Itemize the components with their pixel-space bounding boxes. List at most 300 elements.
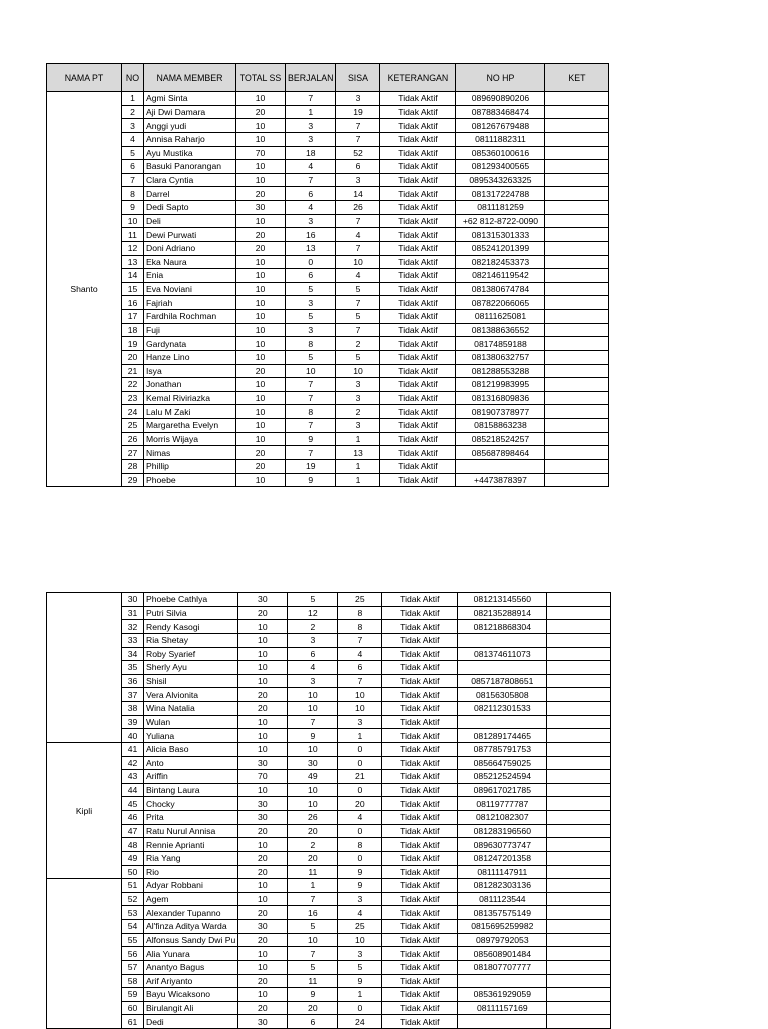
nama-member-cell: Basuki Panorangan (144, 160, 236, 174)
total-ss-cell: 10 (238, 988, 288, 1002)
no-hp-cell: 08111147911 (458, 865, 547, 879)
no-hp-cell: 081807707777 (458, 960, 547, 974)
keterangan-cell: Tidak Aktif (382, 1015, 458, 1029)
no-hp-cell: 081218868304 (458, 620, 547, 634)
no-cell: 5 (122, 146, 144, 160)
no-cell: 50 (122, 865, 144, 879)
total-ss-cell: 30 (238, 1015, 288, 1029)
keterangan-cell: Tidak Aktif (380, 419, 456, 433)
berjalan-cell: 16 (288, 906, 338, 920)
no-cell: 59 (122, 988, 144, 1002)
ket-cell (545, 459, 609, 473)
ket-cell (545, 105, 609, 119)
table-row (47, 391, 609, 405)
no-cell: 13 (122, 255, 144, 269)
nama-member-cell: Gardynata (144, 337, 236, 351)
table-row (47, 432, 609, 446)
no-hp-cell: 085608901484 (458, 947, 547, 961)
berjalan-cell: 4 (288, 661, 338, 675)
berjalan-cell: 3 (286, 296, 336, 310)
keterangan-cell: Tidak Aktif (382, 606, 458, 620)
nama-member-cell: Nimas (144, 446, 236, 460)
nama-member-cell: Shisil (144, 674, 238, 688)
berjalan-cell: 10 (288, 783, 338, 797)
nama-member-cell: Fajriah (144, 296, 236, 310)
no-hp-cell: +62 812-8722-0090 (456, 214, 545, 228)
no-cell: 23 (122, 391, 144, 405)
no-hp-cell: 087883468474 (456, 105, 545, 119)
table-row (47, 947, 611, 961)
nama-pt-cell (47, 593, 122, 743)
no-hp-cell: 085212524594 (458, 770, 547, 784)
ket-cell (547, 674, 611, 688)
berjalan-cell: 30 (288, 756, 338, 770)
keterangan-cell: Tidak Aktif (382, 811, 458, 825)
table-row (47, 797, 611, 811)
no-cell: 10 (122, 214, 144, 228)
no-hp-cell: 081315301333 (456, 228, 545, 242)
sisa-cell: 3 (338, 892, 382, 906)
nama-member-cell: Alfonsus Sandy Dwi Pu (144, 933, 238, 947)
table-row (47, 228, 609, 242)
header-total-ss: TOTAL SS (236, 64, 286, 92)
ket-cell (545, 446, 609, 460)
berjalan-cell: 9 (288, 988, 338, 1002)
nama-member-cell: Phoebe (144, 473, 236, 487)
total-ss-cell: 10 (238, 620, 288, 634)
ket-cell (547, 715, 611, 729)
berjalan-cell: 6 (288, 647, 338, 661)
no-cell: 11 (122, 228, 144, 242)
sisa-cell: 7 (336, 323, 380, 337)
table-row (47, 620, 611, 634)
total-ss-cell: 30 (238, 811, 288, 825)
no-cell: 8 (122, 187, 144, 201)
berjalan-cell: 6 (288, 1015, 338, 1029)
table-row (47, 851, 611, 865)
table-row (47, 865, 611, 879)
table-row (47, 633, 611, 647)
ket-cell (547, 633, 611, 647)
berjalan-cell: 13 (286, 241, 336, 255)
header-no-hp: NO HP (456, 64, 545, 92)
nama-member-cell: Isya (144, 364, 236, 378)
nama-member-cell: Dedi Sapto (144, 201, 236, 215)
keterangan-cell: Tidak Aktif (380, 187, 456, 201)
total-ss-cell: 10 (236, 173, 286, 187)
total-ss-cell: 10 (238, 647, 288, 661)
nama-member-cell: Wina Natalia (144, 702, 238, 716)
total-ss-cell: 10 (236, 296, 286, 310)
no-cell: 32 (122, 620, 144, 634)
table-row (47, 105, 609, 119)
sisa-cell: 3 (336, 419, 380, 433)
berjalan-cell: 9 (286, 473, 336, 487)
sisa-cell: 13 (336, 446, 380, 460)
table-row (47, 310, 609, 324)
table-row (47, 702, 611, 716)
table-row (47, 906, 611, 920)
keterangan-cell: Tidak Aktif (382, 920, 458, 934)
no-hp-cell: 0811123544 (458, 892, 547, 906)
berjalan-cell: 3 (286, 214, 336, 228)
berjalan-cell: 7 (286, 446, 336, 460)
header-sisa: SISA (336, 64, 380, 92)
no-hp-cell: 0815695259982 (458, 920, 547, 934)
berjalan-cell: 10 (288, 702, 338, 716)
nama-pt-cell: Shanto (47, 92, 122, 487)
no-hp-cell: 082146119542 (456, 269, 545, 283)
sisa-cell: 24 (338, 1015, 382, 1029)
keterangan-cell: Tidak Aktif (380, 241, 456, 255)
sisa-cell: 10 (338, 688, 382, 702)
table-row (47, 1015, 611, 1029)
berjalan-cell: 4 (286, 201, 336, 215)
nama-member-cell: Phoebe Cathlya (144, 593, 238, 607)
sisa-cell: 5 (336, 310, 380, 324)
sisa-cell: 3 (336, 92, 380, 106)
no-hp-cell: 08174859188 (456, 337, 545, 351)
berjalan-cell: 6 (286, 187, 336, 201)
total-ss-cell: 70 (236, 146, 286, 160)
total-ss-cell: 10 (236, 132, 286, 146)
keterangan-cell: Tidak Aktif (382, 783, 458, 797)
table-row (47, 459, 609, 473)
sisa-cell: 0 (338, 1001, 382, 1015)
berjalan-cell: 5 (286, 310, 336, 324)
keterangan-cell: Tidak Aktif (380, 364, 456, 378)
no-hp-cell: 0857187808651 (458, 674, 547, 688)
berjalan-cell: 9 (286, 432, 336, 446)
sisa-cell: 3 (336, 378, 380, 392)
nama-member-cell: Alicia Baso (144, 742, 238, 756)
keterangan-cell: Tidak Aktif (380, 255, 456, 269)
ket-cell (547, 988, 611, 1002)
total-ss-cell: 10 (238, 729, 288, 743)
keterangan-cell: Tidak Aktif (380, 146, 456, 160)
nama-member-cell: Rio (144, 865, 238, 879)
table-row (47, 756, 611, 770)
keterangan-cell: Tidak Aktif (380, 282, 456, 296)
no-cell: 54 (122, 920, 144, 934)
table-row (47, 201, 609, 215)
no-hp-cell (458, 661, 547, 675)
total-ss-cell: 10 (236, 350, 286, 364)
no-cell: 22 (122, 378, 144, 392)
ket-cell (545, 228, 609, 242)
no-cell: 15 (122, 282, 144, 296)
nama-member-cell: Agmi Sinta (144, 92, 236, 106)
nama-member-cell: Dedi (144, 1015, 238, 1029)
no-cell: 3 (122, 119, 144, 133)
ket-cell (545, 350, 609, 364)
total-ss-cell: 20 (236, 364, 286, 378)
ket-cell (547, 879, 611, 893)
keterangan-cell: Tidak Aktif (380, 296, 456, 310)
no-cell: 33 (122, 633, 144, 647)
keterangan-cell: Tidak Aktif (382, 742, 458, 756)
ket-cell (547, 892, 611, 906)
total-ss-cell: 10 (238, 838, 288, 852)
keterangan-cell: Tidak Aktif (382, 702, 458, 716)
ket-cell (547, 647, 611, 661)
no-hp-cell: 081247201358 (458, 851, 547, 865)
no-hp-cell: 087785791753 (458, 742, 547, 756)
keterangan-cell: Tidak Aktif (380, 459, 456, 473)
keterangan-cell: Tidak Aktif (382, 674, 458, 688)
nama-member-cell: Enia (144, 269, 236, 283)
sisa-cell: 4 (336, 228, 380, 242)
keterangan-cell: Tidak Aktif (380, 405, 456, 419)
no-cell: 56 (122, 947, 144, 961)
nama-member-cell: Fuji (144, 323, 236, 337)
total-ss-cell: 30 (238, 593, 288, 607)
keterangan-cell: Tidak Aktif (382, 851, 458, 865)
sisa-cell: 3 (338, 715, 382, 729)
no-hp-cell (458, 633, 547, 647)
ket-cell (547, 824, 611, 838)
no-hp-cell: 087822066065 (456, 296, 545, 310)
total-ss-cell: 10 (236, 378, 286, 392)
sisa-cell: 4 (336, 269, 380, 283)
ket-cell (545, 92, 609, 106)
sisa-cell: 0 (338, 851, 382, 865)
no-cell: 14 (122, 269, 144, 283)
no-hp-cell: 081388636552 (456, 323, 545, 337)
sisa-cell: 9 (338, 974, 382, 988)
nama-pt-cell (47, 879, 122, 1029)
ket-cell (547, 593, 611, 607)
no-hp-cell: 081289174465 (458, 729, 547, 743)
ket-cell (545, 132, 609, 146)
table-row (47, 132, 609, 146)
nama-member-cell: Fardhila Rochman (144, 310, 236, 324)
total-ss-cell: 10 (238, 674, 288, 688)
ket-cell (545, 201, 609, 215)
ket-cell (547, 729, 611, 743)
keterangan-cell: Tidak Aktif (380, 350, 456, 364)
nama-member-cell: Alexander Tupanno (144, 906, 238, 920)
no-cell: 46 (122, 811, 144, 825)
table-row (47, 269, 609, 283)
berjalan-cell: 5 (286, 350, 336, 364)
sisa-cell: 21 (338, 770, 382, 784)
total-ss-cell: 20 (238, 1001, 288, 1015)
keterangan-cell: Tidak Aktif (380, 432, 456, 446)
total-ss-cell: 10 (236, 391, 286, 405)
no-cell: 41 (122, 742, 144, 756)
sisa-cell: 10 (336, 364, 380, 378)
no-cell: 25 (122, 419, 144, 433)
berjalan-cell: 20 (288, 851, 338, 865)
berjalan-cell: 3 (288, 674, 338, 688)
nama-member-cell: Ria Shetay (144, 633, 238, 647)
total-ss-cell: 10 (238, 661, 288, 675)
no-hp-cell: 081219983995 (456, 378, 545, 392)
no-cell: 21 (122, 364, 144, 378)
no-cell: 57 (122, 960, 144, 974)
ket-cell (547, 770, 611, 784)
sisa-cell: 7 (338, 674, 382, 688)
berjalan-cell: 10 (288, 688, 338, 702)
ket-cell (545, 255, 609, 269)
ket-cell (545, 146, 609, 160)
header-row (47, 64, 609, 92)
keterangan-cell: Tidak Aktif (382, 756, 458, 770)
keterangan-cell: Tidak Aktif (380, 132, 456, 146)
nama-member-cell: Clara Cyntia (144, 173, 236, 187)
keterangan-cell: Tidak Aktif (382, 797, 458, 811)
total-ss-cell: 10 (236, 160, 286, 174)
table-row (47, 838, 611, 852)
table-row (47, 296, 609, 310)
table-row (47, 593, 611, 607)
ket-cell (547, 906, 611, 920)
sisa-cell: 4 (338, 647, 382, 661)
sisa-cell: 7 (336, 241, 380, 255)
berjalan-cell: 12 (288, 606, 338, 620)
keterangan-cell: Tidak Aktif (382, 593, 458, 607)
berjalan-cell: 10 (288, 933, 338, 947)
table-row (47, 661, 611, 675)
nama-member-cell: Putri Silvia (144, 606, 238, 620)
berjalan-cell: 3 (286, 323, 336, 337)
keterangan-cell: Tidak Aktif (380, 323, 456, 337)
no-hp-cell: 08111625081 (456, 310, 545, 324)
keterangan-cell: Tidak Aktif (380, 473, 456, 487)
ket-cell (545, 269, 609, 283)
no-hp-cell: 082135288914 (458, 606, 547, 620)
total-ss-cell: 10 (236, 310, 286, 324)
no-hp-cell (456, 459, 545, 473)
nama-member-cell: Darrel (144, 187, 236, 201)
no-cell: 53 (122, 906, 144, 920)
berjalan-cell: 5 (286, 282, 336, 296)
nama-member-cell: Rennie Aprianti (144, 838, 238, 852)
ket-cell (547, 620, 611, 634)
sisa-cell: 6 (338, 661, 382, 675)
ket-cell (545, 187, 609, 201)
no-cell: 27 (122, 446, 144, 460)
nama-member-cell: Ria Yang (144, 851, 238, 865)
sisa-cell: 0 (338, 742, 382, 756)
table-row (47, 688, 611, 702)
total-ss-cell: 10 (238, 947, 288, 961)
table-row (47, 241, 609, 255)
nama-member-cell: Sherly Ayu (144, 661, 238, 675)
no-hp-cell: 081357575149 (458, 906, 547, 920)
total-ss-cell: 10 (236, 473, 286, 487)
keterangan-cell: Tidak Aktif (382, 688, 458, 702)
berjalan-cell: 19 (286, 459, 336, 473)
ket-cell (547, 1015, 611, 1029)
total-ss-cell: 20 (238, 688, 288, 702)
no-cell: 38 (122, 702, 144, 716)
ket-cell (547, 960, 611, 974)
table-row (47, 350, 609, 364)
ket-cell (545, 160, 609, 174)
nama-member-cell: Wulan (144, 715, 238, 729)
nama-member-cell: Yuliana (144, 729, 238, 743)
table-row (47, 214, 609, 228)
nama-member-cell: Ayu Mustika (144, 146, 236, 160)
total-ss-cell: 70 (238, 770, 288, 784)
table-row (47, 933, 611, 947)
nama-member-cell: Dewi Purwati (144, 228, 236, 242)
ket-cell (547, 851, 611, 865)
no-hp-cell: 085360100616 (456, 146, 545, 160)
no-hp-cell: 081213145560 (458, 593, 547, 607)
total-ss-cell: 10 (236, 92, 286, 106)
keterangan-cell: Tidak Aktif (380, 378, 456, 392)
nama-member-cell: Anto (144, 756, 238, 770)
ket-cell (545, 405, 609, 419)
ket-cell (545, 364, 609, 378)
table-row (47, 647, 611, 661)
header-nama-member: NAMA MEMBER (144, 64, 236, 92)
ket-cell (547, 811, 611, 825)
ket-cell (545, 282, 609, 296)
nama-member-cell: Anggi yudi (144, 119, 236, 133)
sisa-cell: 0 (338, 756, 382, 770)
nama-member-cell: Jonathan (144, 378, 236, 392)
no-cell: 45 (122, 797, 144, 811)
keterangan-cell: Tidak Aktif (380, 446, 456, 460)
berjalan-cell: 1 (288, 879, 338, 893)
no-cell: 30 (122, 593, 144, 607)
no-hp-cell: 081267679488 (456, 119, 545, 133)
keterangan-cell: Tidak Aktif (380, 228, 456, 242)
berjalan-cell: 26 (288, 811, 338, 825)
sisa-cell: 1 (338, 729, 382, 743)
table-row (47, 446, 609, 460)
table-row (47, 742, 611, 756)
table-row (47, 378, 609, 392)
no-cell: 26 (122, 432, 144, 446)
header-ket: KET (545, 64, 609, 92)
ket-cell (545, 337, 609, 351)
sisa-cell: 10 (338, 933, 382, 947)
ket-cell (545, 310, 609, 324)
table-row (47, 119, 609, 133)
total-ss-cell: 20 (238, 851, 288, 865)
sisa-cell: 7 (336, 132, 380, 146)
nama-member-cell: Rendy Kasogi (144, 620, 238, 634)
ket-cell (547, 661, 611, 675)
berjalan-cell: 11 (288, 865, 338, 879)
berjalan-cell: 18 (286, 146, 336, 160)
berjalan-cell: 3 (286, 132, 336, 146)
header-no: NO (122, 64, 144, 92)
sisa-cell: 7 (336, 119, 380, 133)
no-hp-cell: 08111882311 (456, 132, 545, 146)
ket-cell (547, 933, 611, 947)
table-row (47, 920, 611, 934)
total-ss-cell: 20 (236, 241, 286, 255)
berjalan-cell: 3 (286, 119, 336, 133)
sisa-cell: 3 (336, 173, 380, 187)
berjalan-cell: 8 (286, 337, 336, 351)
keterangan-cell: Tidak Aktif (382, 974, 458, 988)
sisa-cell: 10 (338, 702, 382, 716)
total-ss-cell: 10 (238, 715, 288, 729)
table-row (47, 960, 611, 974)
keterangan-cell: Tidak Aktif (382, 715, 458, 729)
no-cell: 52 (122, 892, 144, 906)
keterangan-cell: Tidak Aktif (382, 892, 458, 906)
berjalan-cell: 7 (286, 173, 336, 187)
berjalan-cell: 20 (288, 824, 338, 838)
